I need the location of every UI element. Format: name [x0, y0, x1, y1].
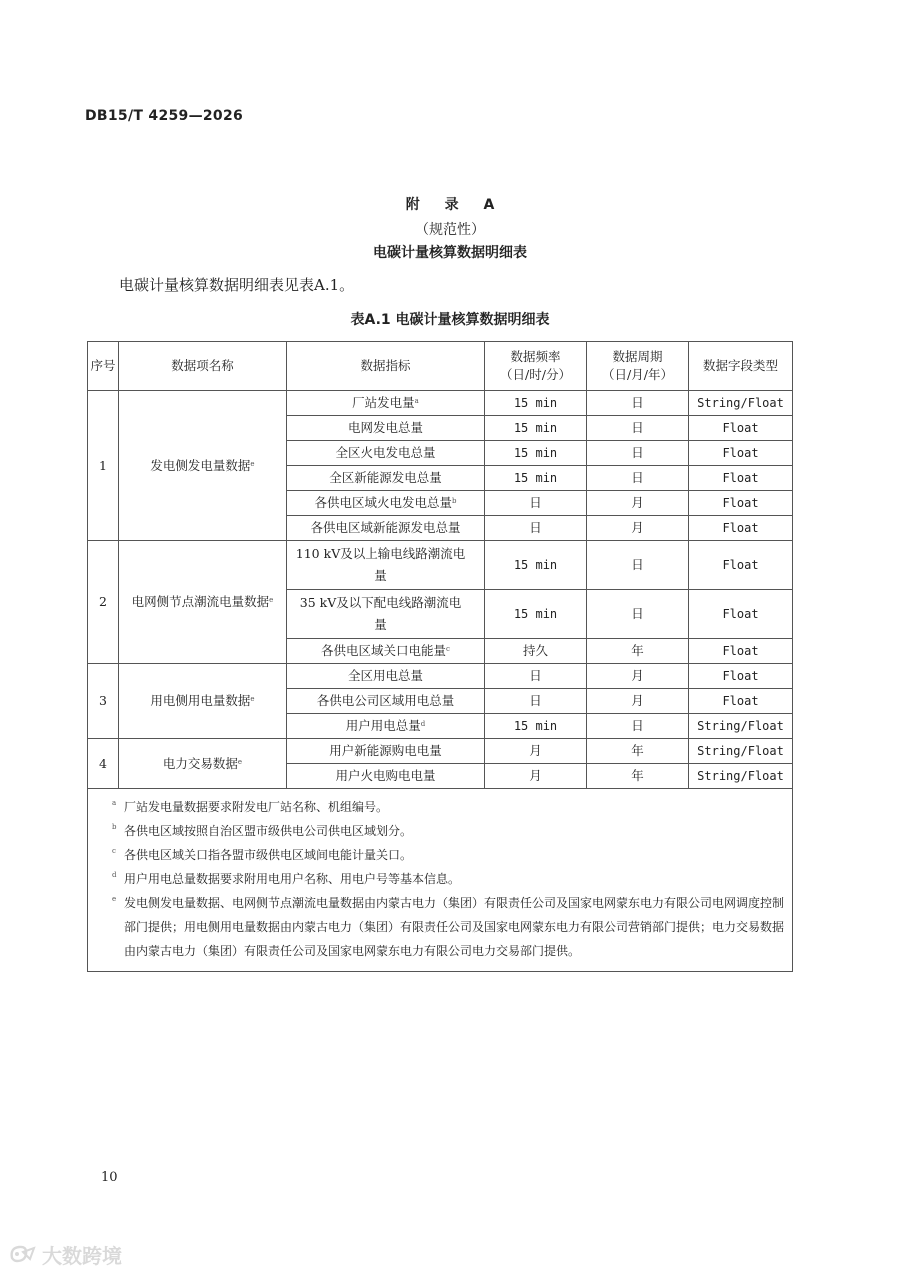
field-type-cell: Float — [689, 664, 793, 689]
footnote-mark: e — [250, 459, 255, 468]
footnote-mark: b — [452, 497, 457, 505]
table-header-row — [88, 342, 793, 391]
frequency-cell: 月 — [485, 739, 587, 764]
footnote-mark: a — [414, 397, 419, 405]
frequency-cell: 15 min — [485, 441, 587, 466]
period-cell: 月 — [587, 491, 689, 516]
field-type-cell: String/Float — [689, 714, 793, 739]
group-name — [119, 541, 287, 664]
header-indicator: 数据指标 — [287, 342, 485, 391]
header-period — [587, 342, 689, 391]
frequency-cell: 日 — [485, 516, 587, 541]
field-type-cell: String/Float — [689, 391, 793, 416]
watermark — [8, 1240, 122, 1269]
header-frequency-line1: 数据频率 — [510, 349, 561, 364]
brand-logo-icon — [8, 1244, 38, 1266]
field-type-cell: String/Float — [689, 739, 793, 764]
note-text: 发电侧发电量数据、电网侧节点潮流电量数据由内蒙古电力（集团）有限责任公司及国家电网蒙东电力有限公司电网调度控制部门提供；用电侧用电量数据由内蒙古电力（集团）有限责任公司及国家电网蒙东电力有限公司营销部门提供；电力交易数据由内蒙古电力（集团）有限责任公司及国家电网蒙东电力有限公司电力交易部门提供。 — [124, 896, 785, 958]
period-cell: 月 — [587, 516, 689, 541]
frequency-cell: 日 — [485, 664, 587, 689]
footnote-mark: e — [112, 895, 117, 903]
frequency-cell: 15 min — [485, 391, 587, 416]
indicator-text: 各供电区域关口电能量 — [321, 643, 447, 658]
footnote-mark: c — [446, 645, 450, 653]
field-type-cell: Float — [689, 491, 793, 516]
table-row — [88, 664, 793, 689]
data-detail-table — [87, 341, 793, 972]
field-type-cell: Float — [689, 516, 793, 541]
field-type-cell: Float — [689, 590, 793, 639]
period-cell: 月 — [587, 664, 689, 689]
table-note — [112, 843, 784, 867]
period-cell: 日 — [587, 466, 689, 491]
group-name-text: 电网侧节点潮流电量数据 — [131, 594, 270, 609]
header-seq: 序号 — [88, 342, 119, 391]
page-number: 10 — [101, 1170, 118, 1185]
document-code: DB15/T 4259—2026 — [85, 108, 244, 124]
indicator-cell: 110 kV及以上输电线路潮流电量 — [287, 541, 485, 590]
header-period-line1: 数据周期 — [612, 349, 663, 364]
frequency-cell: 日 — [485, 689, 587, 714]
frequency-cell: 15 min — [485, 466, 587, 491]
group-name — [119, 739, 287, 789]
frequency-cell: 15 min — [485, 416, 587, 441]
indicator-cell — [287, 491, 485, 516]
group-seq: 2 — [88, 541, 119, 664]
watermark-text: 大数跨境 — [42, 1244, 122, 1268]
frequency-cell: 15 min — [485, 590, 587, 639]
table-row — [88, 739, 793, 764]
header-period-line2: （日/月/年） — [602, 367, 673, 382]
frequency-cell: 15 min — [485, 714, 587, 739]
group-seq: 3 — [88, 664, 119, 739]
period-cell: 年 — [587, 739, 689, 764]
period-cell: 月 — [587, 689, 689, 714]
period-cell: 日 — [587, 441, 689, 466]
indicator-text: 用户用电总量 — [345, 718, 421, 733]
indicator-cell — [287, 714, 485, 739]
frequency-cell: 持久 — [485, 639, 587, 664]
group-seq: 1 — [88, 391, 119, 541]
group-name-text: 电力交易数据 — [162, 755, 238, 771]
footnote-mark: c — [112, 847, 116, 855]
group-name — [119, 391, 287, 541]
table-notes — [88, 789, 793, 972]
period-cell: 日 — [587, 590, 689, 639]
appendix-label: 附 录 A — [405, 197, 505, 213]
table-note — [112, 867, 784, 891]
header-frequency-line2: （日/时/分） — [500, 367, 571, 382]
indicator-cell: 全区火电发电总量 — [287, 441, 485, 466]
group-name-text: 发电侧发电量数据 — [150, 457, 251, 473]
field-type-cell: Float — [689, 466, 793, 491]
footnote-mark: e — [269, 596, 274, 604]
indicator-cell: 各供电公司区域用电总量 — [287, 689, 485, 714]
field-type-cell: Float — [689, 416, 793, 441]
note-text: 各供电区域关口指各盟市级供电区域间电能计量关口。 — [124, 848, 413, 862]
frequency-cell: 15 min — [485, 541, 587, 590]
table-row — [88, 391, 793, 416]
indicator-text: 厂站发电量 — [352, 395, 415, 410]
period-cell: 日 — [587, 541, 689, 590]
footnote-mark: a — [112, 799, 117, 807]
frequency-cell: 月 — [485, 764, 587, 789]
header-field-type: 数据字段类型 — [689, 342, 793, 391]
indicator-cell: 全区新能源发电总量 — [287, 466, 485, 491]
appendix-normative-label: （规范性） — [415, 222, 485, 238]
appendix-title: 电碳计量核算数据明细表 — [373, 245, 527, 261]
period-cell: 日 — [587, 391, 689, 416]
field-type-cell: String/Float — [689, 764, 793, 789]
table-caption: 表A.1 电碳计量核算数据明细表 — [350, 312, 550, 328]
note-text: 用户用电总量数据要求附用电用户名称、用电户号等基本信息。 — [124, 872, 461, 886]
footnote-mark: e — [250, 695, 255, 703]
period-cell: 日 — [587, 416, 689, 441]
table-note — [112, 891, 785, 963]
group-name — [119, 664, 287, 739]
note-text: 厂站发电量数据要求附发电厂站名称、机组编号。 — [124, 800, 389, 814]
indicator-cell: 各供电区域新能源发电总量 — [287, 516, 485, 541]
period-cell: 年 — [587, 764, 689, 789]
table-notes-row — [88, 789, 793, 972]
table-note — [112, 795, 784, 819]
intro-paragraph: 电碳计量核算数据明细表见表A.1。 — [119, 276, 355, 294]
group-name-text: 用电侧用电量数据 — [150, 693, 251, 708]
indicator-cell: 电网发电总量 — [287, 416, 485, 441]
period-cell: 日 — [587, 714, 689, 739]
field-type-cell: Float — [689, 639, 793, 664]
table-note — [112, 819, 784, 843]
footnote-mark: d — [420, 720, 426, 728]
header-frequency — [485, 342, 587, 391]
period-cell: 年 — [587, 639, 689, 664]
indicator-cell: 用户火电购电电量 — [287, 764, 485, 789]
indicator-cell: 35 kV及以下配电线路潮流电量 — [287, 590, 485, 639]
frequency-cell: 日 — [485, 491, 587, 516]
indicator-cell: 全区用电总量 — [287, 664, 485, 689]
field-type-cell: Float — [689, 689, 793, 714]
field-type-cell: Float — [689, 441, 793, 466]
field-type-cell: Float — [689, 541, 793, 590]
indicator-cell — [287, 639, 485, 664]
footnote-mark: e — [237, 757, 243, 766]
indicator-text: 各供电区域火电发电总量 — [314, 495, 453, 510]
group-seq: 4 — [88, 739, 119, 789]
footnote-mark: b — [112, 823, 117, 831]
footnote-mark: d — [112, 871, 117, 879]
indicator-cell — [287, 391, 485, 416]
table-row — [88, 541, 793, 590]
indicator-cell: 用户新能源购电电量 — [287, 739, 485, 764]
note-text: 各供电区域按照自治区盟市级供电公司供电区域划分。 — [124, 824, 413, 838]
header-item-name: 数据项名称 — [119, 342, 287, 391]
